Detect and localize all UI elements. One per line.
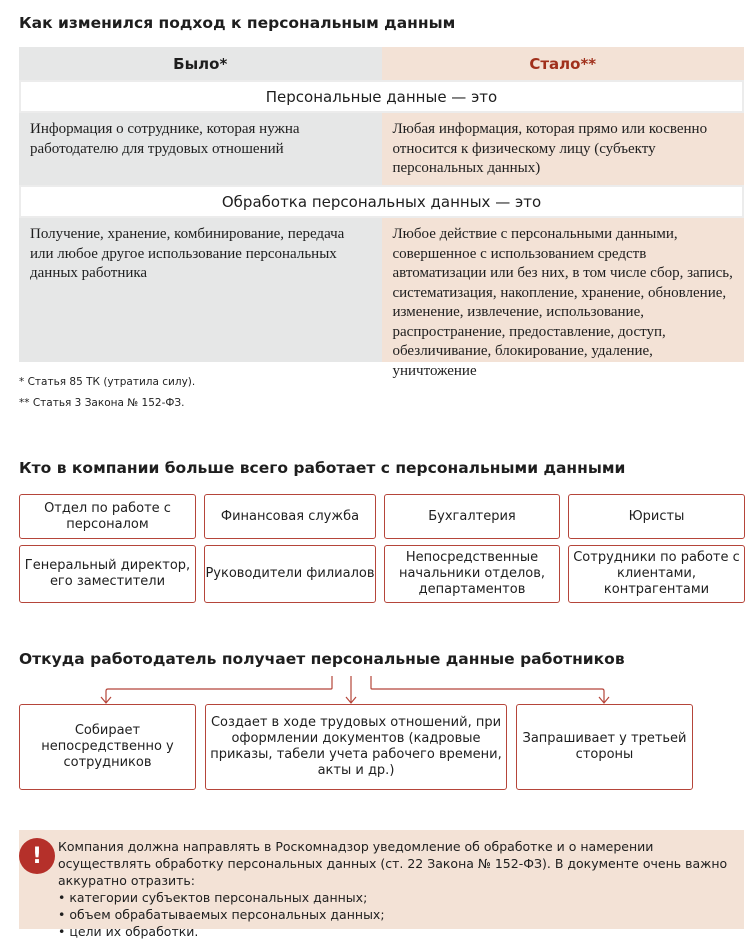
role-box: Генеральный директор, его заместители xyxy=(19,545,196,603)
role-box: Отдел по работе с персоналом xyxy=(19,494,196,539)
arrow-left xyxy=(106,676,332,703)
table-row xyxy=(19,113,744,185)
source-box: Собирает непосредственно у сотрудников xyxy=(19,704,196,790)
notice-text-block xyxy=(58,838,738,940)
list-item: • объем обрабатываемых персональных данных; xyxy=(58,906,738,923)
notice-panel xyxy=(19,830,744,939)
flow-arrows xyxy=(0,670,750,706)
band-processing: Обработка персональных данных — это xyxy=(19,185,744,218)
table-row xyxy=(19,218,744,379)
section-title-approach: Как изменился подход к персональным данным xyxy=(19,14,456,32)
section-title-sources: Откуда работодатель получает персональные данные работников xyxy=(19,650,625,668)
role-box: Юристы xyxy=(568,494,745,539)
cell-before: Информация о сотруднике, которая нужна работодателю для трудовых отношений xyxy=(19,113,382,185)
cell-before: Получение, хранение, комбинирование, передача или любое другое использование персональных данных работника xyxy=(19,218,382,362)
section-title-who: Кто в компании больше всего работает с персональными данными xyxy=(19,459,626,477)
role-box: Руководители филиалов xyxy=(204,545,376,603)
role-box: Сотрудники по работе с клиентами, контрагентами xyxy=(568,545,745,603)
role-box: Бухгалтерия xyxy=(384,494,560,539)
source-box: Создает в ходе трудовых отношений, при оформлении документов (кадровые приказы, табели учета рабочего времени, акты и др.) xyxy=(205,704,507,790)
comparison-header xyxy=(19,47,744,80)
column-header-before: Было* xyxy=(19,47,382,80)
list-item: • цели их обработки. xyxy=(58,923,738,940)
role-box: Финансовая служба xyxy=(204,494,376,539)
comparison-table xyxy=(19,47,744,379)
arrow-right xyxy=(371,676,604,703)
footnote: ** Статья 3 Закона № 152-ФЗ. xyxy=(19,397,185,409)
exclamation-icon: ! xyxy=(19,838,55,874)
cell-after: Любое действие с персональными данными, совершенное с использованием средств автоматизации или без них, в том числе сбор, запись, систематизация, накопление, хранение, обновление, изменение, извлечение, использование, распространение, предоставление, доступ, обезличивание, блокирование, удаление, уничтожение xyxy=(382,218,745,362)
band-personal-data: Персональные данные — это xyxy=(19,80,744,113)
role-box: Непосредственные начальники отделов, департаментов xyxy=(384,545,560,603)
footnote: * Статья 85 ТК (утратила силу). xyxy=(19,376,196,388)
source-box: Запрашивает у третьей стороны xyxy=(516,704,693,790)
notice-text: Компания должна направлять в Роскомнадзор уведомление об обработке и о намерении осуществлять обработку персональных данных (ст. 22 Закона № 152-ФЗ). В документе очень важно аккуратно отразить: xyxy=(58,839,728,888)
list-item: • категории субъектов персональных данных; xyxy=(58,889,738,906)
notice-list xyxy=(58,889,738,940)
cell-after: Любая информация, которая прямо или косвенно относится к физическому лицу (субъекту персональных данных) xyxy=(382,113,745,185)
column-header-after: Стало** xyxy=(382,47,745,80)
